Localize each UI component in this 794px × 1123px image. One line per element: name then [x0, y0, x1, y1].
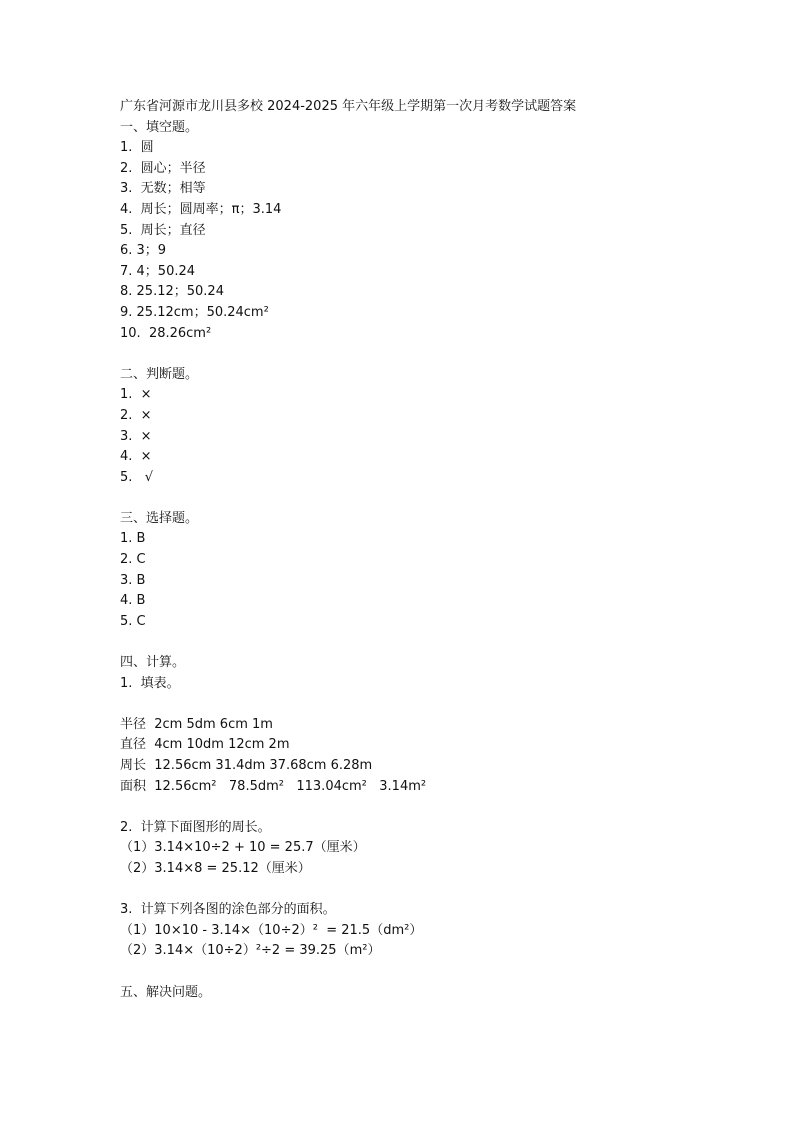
table-row-radius: 半径 2cm 5dm 6cm 1m [120, 716, 273, 732]
answer-item: 9. 25.12cm；50.24cm² [120, 304, 269, 320]
section-heading-fill-blank: 一、填空题。 [120, 119, 199, 135]
answer-item: 1. × [120, 387, 152, 403]
answer-item: 3. B [120, 572, 146, 588]
answer-item: 6. 3；9 [120, 243, 167, 259]
spacer [120, 880, 760, 901]
section-heading-true-false: 二、判断题。 [120, 366, 199, 382]
spacer [120, 797, 760, 818]
section-heading-calculation: 四、计算。 [120, 655, 186, 671]
answer-item: 1. B [120, 531, 146, 547]
table-row-diameter: 直径 4cm 10dm 12cm 2m [120, 737, 290, 753]
answer-item: 5. 周长；直径 [120, 222, 206, 238]
answer-item: 4. 周长；圆周率；π；3.14 [120, 201, 282, 217]
table-row-circumference: 周长 12.56cm 31.4dm 37.68cm 6.28m [120, 758, 373, 773]
answer-item: 8. 25.12；50.24 [120, 284, 224, 300]
answer-item: 1. 圆 [120, 140, 154, 156]
spacer [120, 632, 760, 653]
spacer [120, 694, 760, 715]
answer-item: 3. 无数；相等 [120, 181, 206, 197]
table-row-area: 面积 12.56cm² 78.5dm² 113.04cm² 3.14m² [120, 778, 427, 794]
question-label: 1. 填表。 [120, 675, 180, 691]
answer-item: 10. 28.26cm² [120, 325, 212, 341]
answer-item: 3. × [120, 428, 152, 444]
answer-item: 2. C [120, 552, 146, 568]
question-label: 3. 计算下列各图的涂色部分的面积。 [120, 902, 336, 918]
answer-item: 4. B [120, 593, 146, 609]
spacer [120, 344, 760, 365]
document-title: 广东省河源市龙川县多校 2024-2025 年六年级上学期第一次月考数学试题答案 [120, 99, 577, 114]
answer-item: 2. × [120, 407, 152, 423]
section-heading-multiple-choice: 三、选择题。 [120, 510, 199, 526]
answer-item: 7. 4；50.24 [120, 263, 196, 279]
answer-item: 5. √ [120, 469, 154, 485]
answer-item: 4. × [120, 449, 152, 465]
calculation-line: （1）10×10 - 3.14×（10÷2）² = 21.5（dm²） [120, 922, 423, 938]
calculation-line: （2）3.14×8 = 25.12（厘米） [120, 860, 311, 876]
answer-document [120, 97, 760, 1003]
spacer [120, 488, 760, 509]
calculation-line: （2）3.14×（10÷2）²÷2 = 39.25（m²） [120, 943, 381, 959]
answer-item: 2. 圆心；半径 [120, 160, 206, 176]
section-heading-problem-solving: 五、解决问题。 [120, 984, 212, 1000]
answer-item: 5. C [120, 613, 146, 629]
calculation-line: （1）3.14×10÷2 + 10 = 25.7（厘米） [120, 840, 366, 856]
spacer [120, 962, 760, 983]
question-label: 2. 计算下面图形的周长。 [120, 819, 271, 835]
